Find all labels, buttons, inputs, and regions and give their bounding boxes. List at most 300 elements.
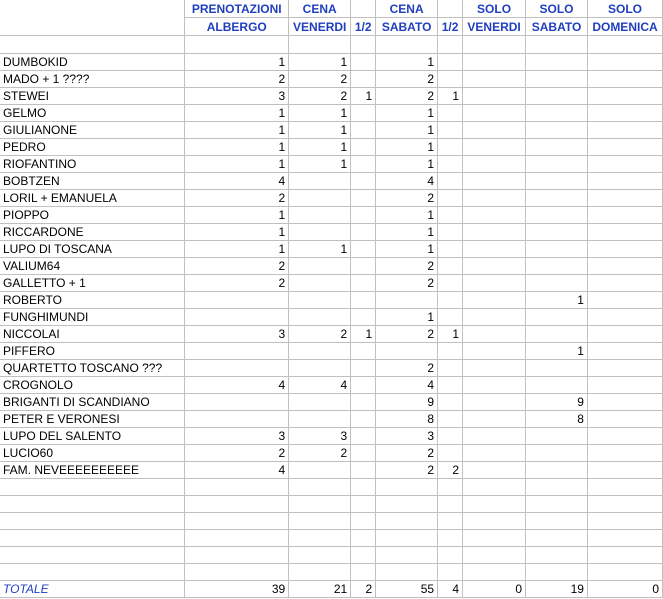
cell[interactable] (438, 564, 463, 581)
guest-name-cell[interactable]: STEWEI (0, 88, 185, 105)
value-cell[interactable] (526, 173, 588, 190)
value-cell[interactable]: 1 (185, 54, 289, 71)
value-cell[interactable]: 1 (438, 326, 463, 343)
cell[interactable] (289, 513, 351, 530)
value-cell[interactable]: 1 (289, 156, 351, 173)
header-cell[interactable] (438, 0, 463, 18)
value-cell[interactable] (526, 105, 588, 122)
value-cell[interactable]: 1 (185, 139, 289, 156)
header-cell[interactable]: SOLO (587, 0, 662, 18)
value-cell[interactable]: 2 (376, 190, 438, 207)
cell[interactable] (526, 564, 588, 581)
value-cell[interactable] (587, 377, 662, 394)
total-value-cell[interactable]: 4 (438, 581, 463, 598)
value-cell[interactable] (587, 394, 662, 411)
cell[interactable] (438, 513, 463, 530)
cell[interactable] (526, 530, 588, 547)
guest-name-cell[interactable]: QUARTETTO TOSCANO ??? (0, 360, 185, 377)
cell[interactable] (376, 479, 438, 496)
value-cell[interactable] (463, 275, 526, 292)
value-cell[interactable] (438, 224, 463, 241)
cell[interactable] (0, 496, 185, 513)
value-cell[interactable] (351, 122, 376, 139)
value-cell[interactable]: 2 (289, 445, 351, 462)
guest-name-cell[interactable]: GIULIANONE (0, 122, 185, 139)
value-cell[interactable]: 2 (376, 462, 438, 479)
value-cell[interactable] (587, 462, 662, 479)
cell[interactable] (351, 564, 376, 581)
cell[interactable] (587, 513, 662, 530)
value-cell[interactable] (587, 309, 662, 326)
value-cell[interactable] (185, 343, 289, 360)
value-cell[interactable] (351, 207, 376, 224)
value-cell[interactable]: 1 (185, 105, 289, 122)
cell[interactable] (0, 547, 185, 564)
value-cell[interactable] (351, 394, 376, 411)
value-cell[interactable] (438, 71, 463, 88)
value-cell[interactable] (463, 326, 526, 343)
value-cell[interactable]: 2 (185, 445, 289, 462)
value-cell[interactable]: 2 (185, 71, 289, 88)
value-cell[interactable] (587, 122, 662, 139)
value-cell[interactable]: 2 (185, 275, 289, 292)
cell[interactable] (587, 496, 662, 513)
value-cell[interactable] (587, 343, 662, 360)
value-cell[interactable]: 1 (376, 241, 438, 258)
cell[interactable] (587, 36, 662, 54)
value-cell[interactable] (438, 360, 463, 377)
guest-name-cell[interactable]: MADO + 1 ???? (0, 71, 185, 88)
value-cell[interactable] (587, 88, 662, 105)
cell[interactable] (463, 513, 526, 530)
value-cell[interactable] (587, 326, 662, 343)
value-cell[interactable]: 1 (526, 292, 588, 309)
value-cell[interactable] (526, 309, 588, 326)
value-cell[interactable]: 3 (376, 428, 438, 445)
cell[interactable] (376, 496, 438, 513)
value-cell[interactable] (438, 445, 463, 462)
cell[interactable] (463, 496, 526, 513)
guest-name-cell[interactable]: PIFFERO (0, 343, 185, 360)
guest-name-cell[interactable]: DUMBOKID (0, 54, 185, 71)
value-cell[interactable] (351, 292, 376, 309)
guest-name-cell[interactable]: RICCARDONE (0, 224, 185, 241)
cell[interactable] (376, 564, 438, 581)
value-cell[interactable] (526, 224, 588, 241)
value-cell[interactable] (463, 54, 526, 71)
value-cell[interactable] (438, 343, 463, 360)
total-value-cell[interactable]: 55 (376, 581, 438, 598)
value-cell[interactable]: 4 (289, 377, 351, 394)
value-cell[interactable] (351, 377, 376, 394)
cell[interactable] (463, 530, 526, 547)
cell[interactable] (0, 513, 185, 530)
value-cell[interactable] (351, 190, 376, 207)
value-cell[interactable] (463, 360, 526, 377)
guest-name-cell[interactable]: VALIUM64 (0, 258, 185, 275)
value-cell[interactable] (438, 105, 463, 122)
header-cell[interactable]: DOMENICA (587, 18, 662, 36)
value-cell[interactable] (289, 258, 351, 275)
header-cell[interactable]: PRENOTAZIONI (185, 0, 289, 18)
value-cell[interactable] (463, 190, 526, 207)
cell[interactable] (185, 496, 289, 513)
value-cell[interactable] (376, 343, 438, 360)
cell[interactable] (289, 479, 351, 496)
total-value-cell[interactable]: 21 (289, 581, 351, 598)
value-cell[interactable]: 4 (376, 377, 438, 394)
value-cell[interactable]: 1 (376, 105, 438, 122)
value-cell[interactable] (526, 326, 588, 343)
value-cell[interactable] (351, 105, 376, 122)
value-cell[interactable] (289, 394, 351, 411)
value-cell[interactable] (438, 377, 463, 394)
value-cell[interactable] (526, 207, 588, 224)
value-cell[interactable]: 1 (185, 224, 289, 241)
value-cell[interactable] (587, 241, 662, 258)
value-cell[interactable] (587, 258, 662, 275)
value-cell[interactable] (438, 258, 463, 275)
total-value-cell[interactable]: 39 (185, 581, 289, 598)
value-cell[interactable]: 8 (376, 411, 438, 428)
value-cell[interactable] (351, 241, 376, 258)
value-cell[interactable] (351, 139, 376, 156)
cell[interactable] (587, 479, 662, 496)
value-cell[interactable] (185, 394, 289, 411)
value-cell[interactable] (463, 462, 526, 479)
value-cell[interactable] (438, 428, 463, 445)
value-cell[interactable] (587, 207, 662, 224)
value-cell[interactable]: 1 (185, 156, 289, 173)
value-cell[interactable] (351, 411, 376, 428)
corner-cell[interactable] (0, 18, 185, 36)
value-cell[interactable]: 2 (376, 326, 438, 343)
value-cell[interactable]: 1 (376, 309, 438, 326)
value-cell[interactable]: 1 (526, 343, 588, 360)
cell[interactable] (351, 36, 376, 54)
cell[interactable] (0, 564, 185, 581)
value-cell[interactable] (587, 139, 662, 156)
value-cell[interactable]: 1 (185, 122, 289, 139)
header-cell[interactable]: 1/2 (351, 18, 376, 36)
value-cell[interactable] (351, 343, 376, 360)
value-cell[interactable] (463, 88, 526, 105)
cell[interactable] (376, 547, 438, 564)
cell[interactable] (351, 513, 376, 530)
value-cell[interactable] (463, 411, 526, 428)
value-cell[interactable] (587, 173, 662, 190)
value-cell[interactable] (526, 156, 588, 173)
guest-name-cell[interactable]: RIOFANTINO (0, 156, 185, 173)
value-cell[interactable] (526, 462, 588, 479)
value-cell[interactable] (351, 428, 376, 445)
value-cell[interactable] (438, 156, 463, 173)
value-cell[interactable] (351, 462, 376, 479)
value-cell[interactable] (526, 88, 588, 105)
guest-name-cell[interactable]: PETER E VERONESI (0, 411, 185, 428)
value-cell[interactable]: 2 (289, 326, 351, 343)
value-cell[interactable] (526, 377, 588, 394)
value-cell[interactable] (587, 156, 662, 173)
cell[interactable] (526, 479, 588, 496)
value-cell[interactable]: 1 (289, 122, 351, 139)
value-cell[interactable] (185, 411, 289, 428)
guest-name-cell[interactable]: LORIL + EMANUELA (0, 190, 185, 207)
value-cell[interactable]: 4 (185, 377, 289, 394)
value-cell[interactable] (526, 122, 588, 139)
value-cell[interactable] (351, 173, 376, 190)
guest-name-cell[interactable]: PEDRO (0, 139, 185, 156)
guest-name-cell[interactable]: BRIGANTI DI SCANDIANO (0, 394, 185, 411)
guest-name-cell[interactable]: NICCOLAI (0, 326, 185, 343)
total-value-cell[interactable]: 2 (351, 581, 376, 598)
value-cell[interactable] (351, 258, 376, 275)
value-cell[interactable]: 4 (185, 173, 289, 190)
value-cell[interactable] (351, 445, 376, 462)
guest-name-cell[interactable]: LUPO DEL SALENTO (0, 428, 185, 445)
cell[interactable] (351, 496, 376, 513)
value-cell[interactable] (463, 394, 526, 411)
value-cell[interactable]: 3 (185, 88, 289, 105)
guest-name-cell[interactable]: ROBERTO (0, 292, 185, 309)
value-cell[interactable]: 1 (438, 88, 463, 105)
value-cell[interactable] (526, 360, 588, 377)
guest-name-cell[interactable]: CROGNOLO (0, 377, 185, 394)
guest-name-cell[interactable]: FAM. NEVEEEEEEEEEE (0, 462, 185, 479)
value-cell[interactable]: 8 (526, 411, 588, 428)
value-cell[interactable] (587, 190, 662, 207)
total-value-cell[interactable]: 0 (587, 581, 662, 598)
guest-name-cell[interactable]: BOBTZEN (0, 173, 185, 190)
cell[interactable] (185, 547, 289, 564)
value-cell[interactable] (587, 105, 662, 122)
cell[interactable] (526, 513, 588, 530)
value-cell[interactable]: 3 (185, 326, 289, 343)
value-cell[interactable] (438, 139, 463, 156)
value-cell[interactable] (351, 360, 376, 377)
value-cell[interactable] (438, 190, 463, 207)
cell[interactable] (0, 530, 185, 547)
value-cell[interactable] (526, 445, 588, 462)
header-cell[interactable]: SABATO (526, 18, 588, 36)
value-cell[interactable] (526, 275, 588, 292)
cell[interactable] (289, 36, 351, 54)
header-cell[interactable]: VENERDI (463, 18, 526, 36)
cell[interactable] (438, 496, 463, 513)
cell[interactable] (463, 479, 526, 496)
value-cell[interactable] (438, 292, 463, 309)
value-cell[interactable] (289, 309, 351, 326)
total-value-cell[interactable]: 19 (526, 581, 588, 598)
value-cell[interactable]: 2 (376, 445, 438, 462)
value-cell[interactable]: 2 (376, 88, 438, 105)
cell[interactable] (463, 564, 526, 581)
cell[interactable] (185, 36, 289, 54)
value-cell[interactable]: 9 (526, 394, 588, 411)
header-cell[interactable]: SABATO (376, 18, 438, 36)
header-cell[interactable]: CENA (289, 0, 351, 18)
cell[interactable] (289, 530, 351, 547)
value-cell[interactable] (289, 411, 351, 428)
value-cell[interactable]: 3 (185, 428, 289, 445)
value-cell[interactable]: 4 (376, 173, 438, 190)
value-cell[interactable] (587, 224, 662, 241)
value-cell[interactable] (463, 428, 526, 445)
cell[interactable] (376, 513, 438, 530)
value-cell[interactable] (351, 275, 376, 292)
header-cell[interactable]: ALBERGO (185, 18, 289, 36)
value-cell[interactable] (587, 411, 662, 428)
value-cell[interactable]: 1 (376, 207, 438, 224)
cell[interactable] (289, 547, 351, 564)
value-cell[interactable]: 1 (376, 54, 438, 71)
value-cell[interactable] (438, 394, 463, 411)
value-cell[interactable] (463, 445, 526, 462)
cell[interactable] (0, 479, 185, 496)
cell[interactable] (587, 564, 662, 581)
value-cell[interactable] (587, 360, 662, 377)
value-cell[interactable] (526, 139, 588, 156)
value-cell[interactable] (587, 71, 662, 88)
value-cell[interactable] (463, 139, 526, 156)
value-cell[interactable] (351, 156, 376, 173)
total-label[interactable]: TOTALE (0, 581, 185, 598)
value-cell[interactable]: 2 (438, 462, 463, 479)
value-cell[interactable] (289, 292, 351, 309)
value-cell[interactable] (587, 445, 662, 462)
value-cell[interactable]: 1 (376, 156, 438, 173)
value-cell[interactable] (289, 462, 351, 479)
cell[interactable] (351, 479, 376, 496)
value-cell[interactable] (526, 54, 588, 71)
cell[interactable] (289, 496, 351, 513)
guest-name-cell[interactable]: GELMO (0, 105, 185, 122)
value-cell[interactable] (463, 122, 526, 139)
cell[interactable] (438, 36, 463, 54)
cell[interactable] (526, 496, 588, 513)
value-cell[interactable] (185, 309, 289, 326)
cell[interactable] (438, 479, 463, 496)
value-cell[interactable] (463, 207, 526, 224)
value-cell[interactable]: 1 (185, 241, 289, 258)
cell[interactable] (351, 530, 376, 547)
value-cell[interactable]: 2 (289, 71, 351, 88)
value-cell[interactable]: 2 (376, 71, 438, 88)
value-cell[interactable]: 1 (289, 139, 351, 156)
cell[interactable] (526, 547, 588, 564)
header-cell[interactable]: SOLO (463, 0, 526, 18)
value-cell[interactable] (289, 173, 351, 190)
value-cell[interactable]: 9 (376, 394, 438, 411)
value-cell[interactable] (376, 292, 438, 309)
value-cell[interactable] (526, 190, 588, 207)
value-cell[interactable] (289, 224, 351, 241)
value-cell[interactable] (587, 428, 662, 445)
cell[interactable] (587, 547, 662, 564)
header-cell[interactable]: 1/2 (438, 18, 463, 36)
value-cell[interactable] (351, 309, 376, 326)
value-cell[interactable] (463, 173, 526, 190)
value-cell[interactable] (526, 241, 588, 258)
value-cell[interactable]: 1 (351, 326, 376, 343)
header-cell[interactable]: CENA (376, 0, 438, 18)
guest-name-cell[interactable]: LUPO DI TOSCANA (0, 241, 185, 258)
total-value-cell[interactable]: 0 (463, 581, 526, 598)
guest-name-cell[interactable]: LUCIO60 (0, 445, 185, 462)
value-cell[interactable] (463, 258, 526, 275)
value-cell[interactable] (587, 275, 662, 292)
value-cell[interactable]: 2 (289, 88, 351, 105)
value-cell[interactable] (463, 71, 526, 88)
value-cell[interactable] (438, 275, 463, 292)
value-cell[interactable] (463, 156, 526, 173)
cell[interactable] (351, 547, 376, 564)
value-cell[interactable] (289, 343, 351, 360)
guest-name-cell[interactable]: FUNGHIMUNDI (0, 309, 185, 326)
value-cell[interactable] (438, 411, 463, 428)
cell[interactable] (185, 513, 289, 530)
value-cell[interactable] (526, 428, 588, 445)
value-cell[interactable] (438, 54, 463, 71)
value-cell[interactable]: 1 (289, 54, 351, 71)
value-cell[interactable] (289, 190, 351, 207)
cell[interactable] (526, 36, 588, 54)
value-cell[interactable] (438, 207, 463, 224)
value-cell[interactable] (463, 241, 526, 258)
cell[interactable] (0, 36, 185, 54)
value-cell[interactable]: 1 (289, 105, 351, 122)
value-cell[interactable] (289, 275, 351, 292)
value-cell[interactable] (438, 122, 463, 139)
value-cell[interactable] (463, 224, 526, 241)
value-cell[interactable] (463, 309, 526, 326)
value-cell[interactable] (587, 292, 662, 309)
value-cell[interactable] (587, 54, 662, 71)
value-cell[interactable]: 1 (185, 207, 289, 224)
value-cell[interactable] (351, 71, 376, 88)
cell[interactable] (438, 530, 463, 547)
cell[interactable] (185, 530, 289, 547)
cell[interactable] (185, 479, 289, 496)
value-cell[interactable] (438, 309, 463, 326)
header-cell[interactable]: VENERDI (289, 18, 351, 36)
header-cell[interactable]: SOLO (526, 0, 588, 18)
value-cell[interactable]: 2 (376, 275, 438, 292)
value-cell[interactable]: 3 (289, 428, 351, 445)
value-cell[interactable] (463, 105, 526, 122)
value-cell[interactable] (463, 292, 526, 309)
value-cell[interactable] (289, 207, 351, 224)
cell[interactable] (438, 547, 463, 564)
value-cell[interactable] (351, 224, 376, 241)
value-cell[interactable] (185, 360, 289, 377)
value-cell[interactable]: 1 (376, 224, 438, 241)
value-cell[interactable]: 2 (376, 360, 438, 377)
value-cell[interactable] (438, 241, 463, 258)
cell[interactable] (463, 36, 526, 54)
guest-name-cell[interactable]: PIOPPO (0, 207, 185, 224)
cell[interactable] (463, 547, 526, 564)
value-cell[interactable]: 1 (289, 241, 351, 258)
header-cell[interactable] (351, 0, 376, 18)
cell[interactable] (587, 530, 662, 547)
value-cell[interactable] (438, 173, 463, 190)
value-cell[interactable] (526, 258, 588, 275)
value-cell[interactable]: 1 (376, 139, 438, 156)
cell[interactable] (376, 530, 438, 547)
value-cell[interactable]: 1 (351, 88, 376, 105)
value-cell[interactable] (463, 377, 526, 394)
